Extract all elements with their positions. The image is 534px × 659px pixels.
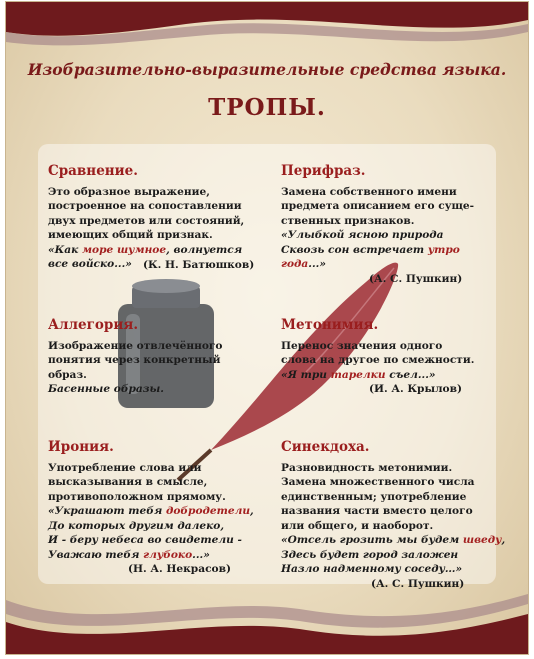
quote-text: , волнуется все войско...»: [48, 243, 243, 270]
sinekdokha-definition: Разновидность метонимии. Замена множественного числа единственным; употребление названия части вместо целого или общего, и наоборот.: [281, 461, 475, 532]
section-allegoriya: [48, 318, 268, 397]
sravnenie-author: (К. Н. Батюшков): [143, 258, 255, 271]
section-sinekdokha: [281, 440, 509, 591]
quote-highlight: море шумное: [81, 243, 167, 256]
quote-text: «Как: [48, 243, 82, 256]
allegoriya-example: Басенные образы.: [48, 383, 164, 395]
perifraz-heading: Перифраз.: [281, 163, 366, 179]
page-title: Изобразительно-выразительные средства языка.: [27, 60, 507, 79]
section-ironiya: [48, 440, 273, 577]
ironiya-author: (Н. А. Некрасов): [128, 563, 231, 575]
sinekdokha-author: (А. С. Пушкин): [371, 577, 465, 590]
quote-text: «Отсель грозить мы будем: [281, 534, 463, 546]
metonimiya-heading: Метонимия.: [281, 317, 379, 333]
quote-highlight: утро года: [281, 243, 460, 270]
metonimiya-author: (И. А. Крылов): [369, 383, 462, 395]
perifraz-definition: Замена собственного имени предмета описанием его суще- ственных признаков.: [281, 185, 475, 227]
quote-text: съел...»: [385, 368, 436, 381]
quote-text: «Украшают тебя: [48, 505, 166, 517]
metonimiya-quote: [281, 368, 506, 383]
allegoriya-heading: Аллегория.: [48, 317, 139, 333]
quote-highlight: тарелки: [330, 368, 386, 381]
quote-highlight: шведу: [462, 534, 502, 546]
section-perifraz: [281, 164, 506, 286]
section-sravnenie: [48, 164, 268, 272]
quote-text: «Улыбкой ясною природа Сквозь сон встречает: [281, 229, 444, 256]
ironiya-heading: Ирония.: [48, 439, 114, 455]
page-subtitle: ТРОПЫ.: [208, 94, 326, 121]
sinekdokha-heading: Синекдоха.: [281, 439, 370, 455]
poster: [6, 2, 528, 654]
bottom-wave-decoration: [6, 574, 528, 654]
quote-highlight: глубоко: [143, 548, 193, 561]
quote-text: «Я три: [281, 368, 331, 381]
perifraz-author: (А. С. Пушкин): [369, 272, 463, 285]
quote-text: , Здесь будет город заложен Назло надменному соседу…»: [281, 534, 506, 575]
quote-highlight: добродетели: [165, 505, 251, 517]
sravnenie-heading: Сравнение.: [48, 163, 138, 179]
allegoriya-definition: Изображение отвлечённого понятия через конкретный образ.: [48, 339, 223, 381]
quote-text: ...»: [192, 548, 210, 561]
ironiya-quote: [48, 504, 273, 562]
quote-text: , До которых другим далеко, И - беру небеса во свидетели - Уважаю тебя: [48, 505, 254, 561]
ironiya-definition: Употребление слова или высказывания в смысле, противоположном прямому.: [48, 461, 226, 503]
metonimiya-definition: Перенос значения одного слова на другое по смежности.: [281, 339, 475, 366]
section-metonimiya: [281, 318, 506, 397]
quote-text: ...»: [308, 258, 326, 270]
sravnenie-definition: Это образное выражение, построенное на сопоставлении двух предметов или состояний, имеющих общий признак.: [48, 185, 245, 241]
sinekdokha-quote: [281, 533, 509, 577]
perifraz-quote: [281, 228, 506, 272]
